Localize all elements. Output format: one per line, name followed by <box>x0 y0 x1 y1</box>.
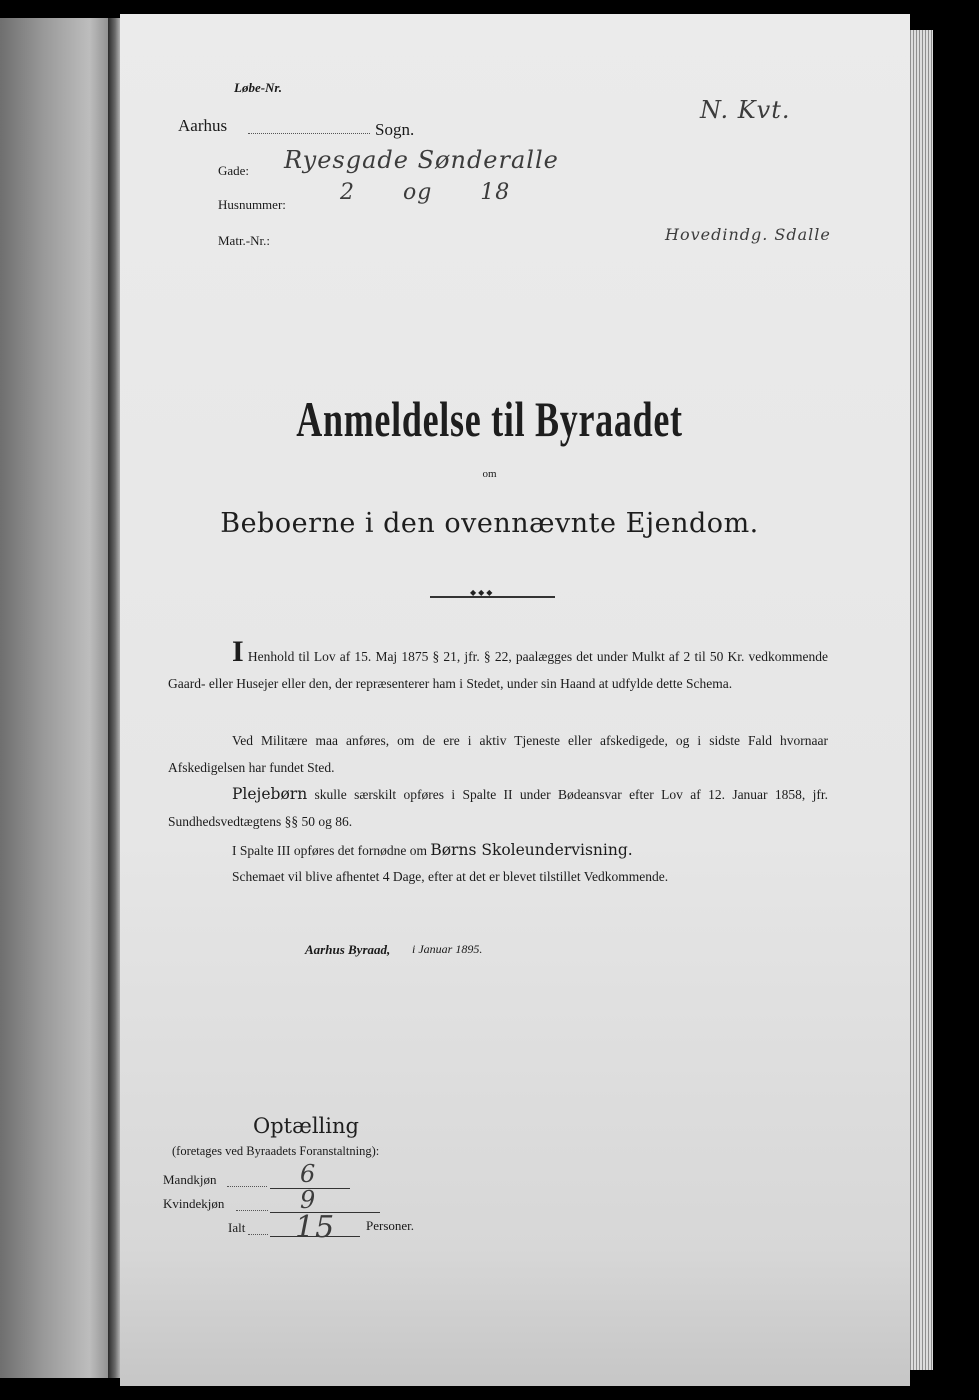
handwritten-street: Ryesgade Sønderalle <box>284 146 559 174</box>
title-ornament <box>430 596 555 598</box>
handwritten-district: N. Kvt. <box>700 96 791 124</box>
parish-blank <box>248 116 370 134</box>
persons-label: Personer. <box>366 1218 415 1233</box>
title-om: om <box>482 468 497 480</box>
male-count: 6 <box>300 1160 317 1188</box>
total-count: 15 <box>295 1210 336 1245</box>
facing-page-edge <box>0 18 112 1378</box>
paragraph-foster-children <box>168 781 828 835</box>
handwritten-matr: Hovedindg. Sdalle <box>665 225 831 244</box>
city-label: Aarhus <box>178 116 228 135</box>
paragraph-pickup: Schemaet vil blive afhentet 4 Dage, efter at det er blevet tilstillet Vedkommende. <box>232 869 669 884</box>
document-title: Anmeldelse til Byraadet <box>296 391 683 447</box>
female-label: Kvindekjøn <box>163 1196 225 1211</box>
signature-date: i Januar 1895. <box>412 942 483 956</box>
document-subtitle: Beboerne i den ovennævnte Ejendom. <box>220 508 759 539</box>
signature-authority: Aarhus Byraad, <box>305 942 391 957</box>
loebe-nr-label: Løbe-Nr. <box>234 80 283 95</box>
matr-label: Matr.-Nr.: <box>218 233 270 248</box>
paragraph-law-text: Henhold til Lov af 15. Maj 1875 § 21, jfr. § 22, paalægges det under Mulkt af 2 til 50 Kr. vedkommende Gaard- eller Husejer eller den, der repræsenterer ham i Stedet, under sin Haand at udfylde dette Schema. <box>168 649 828 691</box>
paragraph-military: Ved Militære maa anføres, om de ere i aktiv Tjeneste eller afskedigede, og i sidste Fald hvornaar Afskedigelsen har fundet Sted. <box>168 733 828 775</box>
paragraph-law <box>168 635 828 697</box>
paragraph-schooling <box>168 837 828 864</box>
house-number-label: Husnummer: <box>218 197 286 212</box>
schooling-bold: Børns Skoleundervisning. <box>430 841 633 859</box>
foster-children-lead: Plejebørn <box>232 785 308 803</box>
count-heading: Optælling <box>253 1114 359 1138</box>
schooling-lead: I Spalte III opføres det fornødne om <box>232 843 427 858</box>
dropcap-letter: I <box>232 635 244 668</box>
male-label: Mandkjøn <box>163 1172 217 1187</box>
street-label: Gade: <box>218 163 250 178</box>
total-dots <box>248 1220 268 1235</box>
count-note: (foretages ved Byraadets Foranstaltning): <box>172 1144 380 1158</box>
parish-label: Sogn. <box>375 120 415 139</box>
female-dots <box>236 1196 268 1211</box>
handwritten-house-number: 2 og 18 <box>340 180 511 205</box>
foster-children-text: skulle særskilt opføres i Spalte II under Bødeansvar efter Lov af 12. Januar 1858, jfr. Sundhedsvedtægtens §§ 50 og 86. <box>168 787 829 829</box>
male-dots <box>227 1172 267 1187</box>
total-label: Ialt <box>228 1220 246 1235</box>
female-count: 9 <box>300 1186 317 1214</box>
